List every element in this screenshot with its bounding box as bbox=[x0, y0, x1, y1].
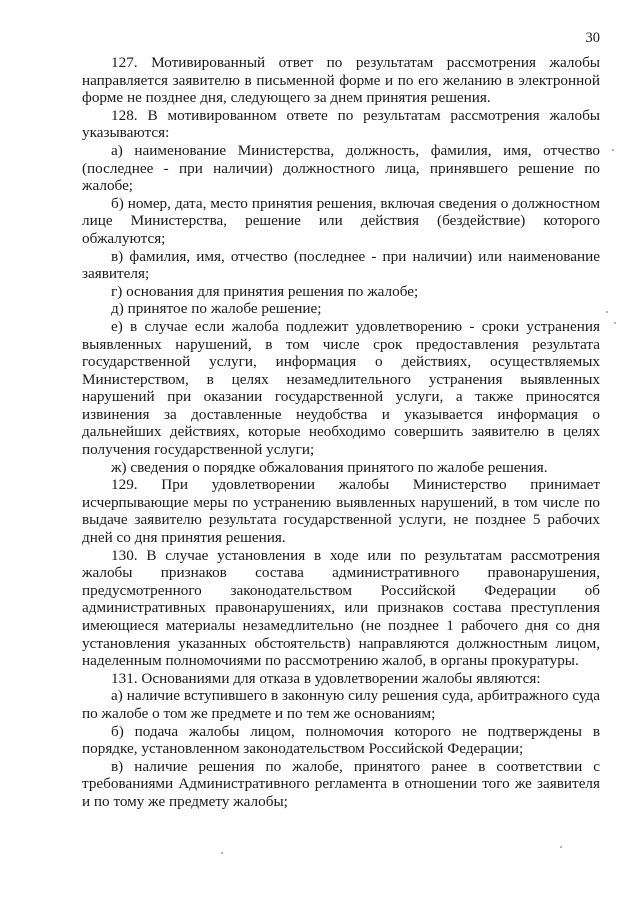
list-item-128-b: б) номер, дата, место принятия решения, включая сведения о должностном лице Министерства, решение или действия (бездействие) которого обжалуются; bbox=[82, 194, 600, 247]
scan-speck bbox=[560, 846, 562, 848]
paragraph-131: 131. Основаниями для отказа в удовлетворении жалобы являются: bbox=[111, 669, 541, 687]
paragraph-128: 128. В мотивированном ответе по результатам рассмотрения жалобы указываются: bbox=[82, 106, 600, 142]
list-item-128-zh: ж) сведения о порядке обжалования принятого по жалобе решения. bbox=[111, 458, 548, 476]
paragraph-129: 129. При удовлетворении жалобы Министерство принимает исчерпывающие меры по устранению выявленных нарушений, в том числе по выдаче заявителю результата государственной услуги, не позднее 5 рабочих дней со дня принятия решения. bbox=[82, 476, 600, 547]
list-item-128-e: е) в случае если жалоба подлежит удовлетворению - сроки устранения выявленных нарушений, в том числе срок предоставления результата государственной услуги, информация о действиях, осуществляемых Министерством, в целях незамедлительного устранения выявленных нарушений при оказании государственной услуги, а также приносятся извинения за доставленные неудобства и указывается информация о дальнейших действиях, которые необходимо совершить заявителю в целях получения государственной услуги; bbox=[82, 317, 600, 459]
document-body bbox=[82, 54, 600, 811]
paragraph-130: 130. В случае установления в ходе или по результатам рассмотрения жалобы признаков состава административного правонарушения, предусмотренного законодательством Российской Федерации об административных правонарушениях, или признаков состава преступления имеющиеся материалы незамедлительно (не позднее 1 рабочего дня со дня установления указанных обстоятельств) направляются должностным лицом, наделенным полномочиями по рассмотрению жалоб, в органы прокуратуры. bbox=[82, 546, 600, 670]
scan-speck bbox=[221, 852, 223, 854]
scan-speck bbox=[612, 149, 614, 151]
list-item-131-v: в) наличие решения по жалобе, принятого ранее в соответствии с требованиями Административного регламента в отношении того же заявителя и по тому же предмету жалобы; bbox=[82, 757, 600, 810]
list-item-131-b: б) подача жалобы лицом, полномочия которого не подтверждены в порядке, установленном законодательством Российской Федерации; bbox=[82, 722, 600, 758]
list-item-128-a: а) наименование Министерства, должность, фамилия, имя, отчество (последнее - при наличии) должностного лица, принявшего решение по жалобе; bbox=[82, 141, 600, 195]
page-number: 30 bbox=[585, 30, 600, 46]
paragraph-127: 127. Мотивированный ответ по результатам рассмотрения жалобы направляется заявителю в письменной форме и по его желанию в электронной форме не позднее дня, следующего за днем принятия решения. bbox=[82, 54, 600, 107]
scan-speck bbox=[606, 311, 608, 313]
list-item-128-d: д) принятое по жалобе решение; bbox=[111, 300, 322, 318]
scan-speck bbox=[614, 322, 616, 324]
list-item-128-v: в) фамилия, имя, отчество (последнее - при наличии) или наименование заявителя; bbox=[82, 247, 600, 283]
list-item-131-a: а) наличие вступившего в законную силу решения суда, арбитражного суда по жалобе о том же предмете и по тем же основаниям; bbox=[82, 687, 600, 722]
list-item-128-g: г) основания для принятия решения по жалобе; bbox=[111, 282, 419, 300]
